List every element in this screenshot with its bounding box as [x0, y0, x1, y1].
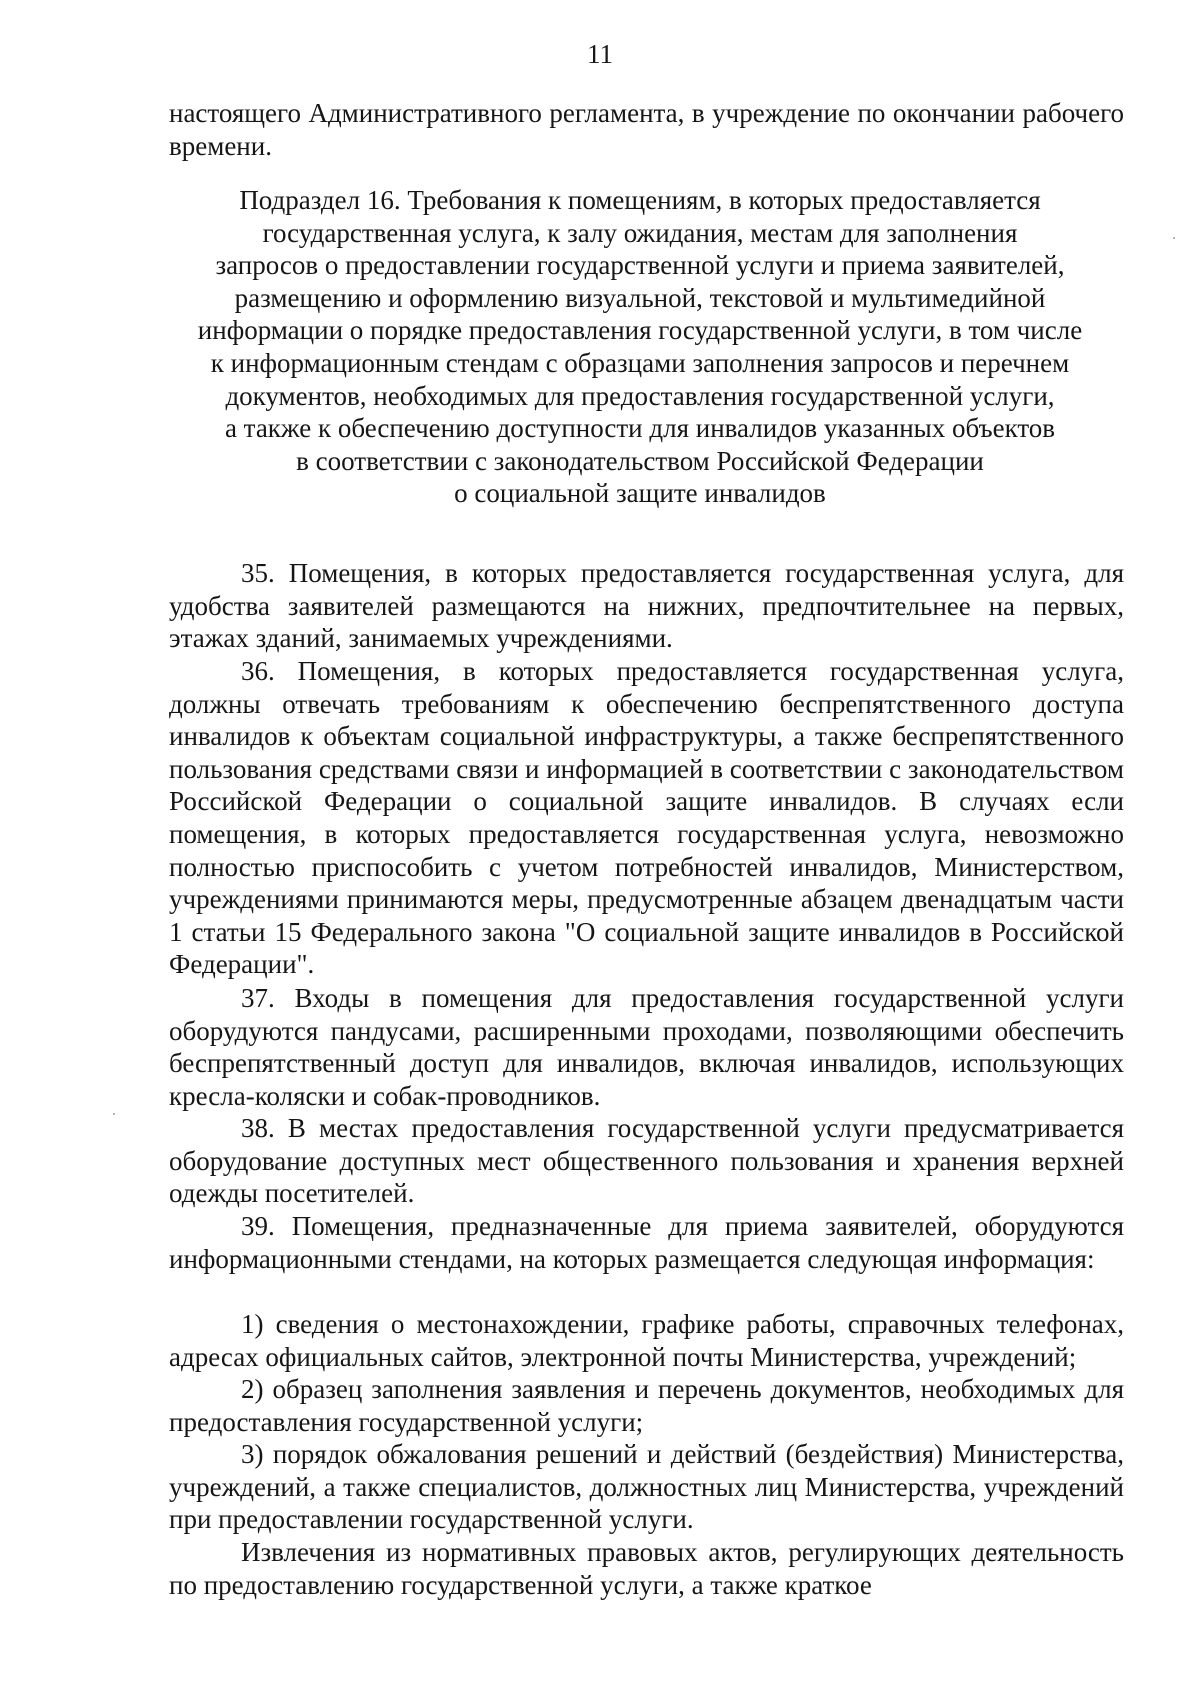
heading-line: запросов о предоставлении государственной услуги и приема заявителей,	[215, 250, 1065, 281]
list-item-3: 3) порядок обжалования решений и действий (бездействия) Министерства, учреждений, а также специалистов, должностных лиц Министерства, учреждений при предоставлении государственной услуги.	[169, 1439, 1124, 1535]
heading-line: о социальной защите инвалидов	[454, 478, 826, 509]
page-number: 11	[587, 39, 613, 69]
list-item-2: 2) образец заполнения заявления и перечень документов, необходимых для предоставления государственной услуги;	[169, 1374, 1124, 1437]
paragraph-39: 39. Помещения, предназначенные для приема заявителей, оборудуются информационными стендами, на которых размещается следующая информация:	[169, 1211, 1124, 1274]
scan-speck	[1173, 237, 1175, 239]
subsection-heading	[160, 184, 1120, 510]
extracts-paragraph: Извлечения из нормативных правовых актов, регулирующих деятельность по предоставлению государственной услуги, а также краткое	[169, 1537, 1124, 1600]
heading-line: информации о порядке предоставления государственной услуги, в том числе	[197, 315, 1083, 346]
paragraph-38: 38. В местах предоставления государственной услуги предусматривается оборудование доступных мест общественного пользования и хранения верхней одежды посетителей.	[169, 1113, 1124, 1209]
heading-line: в соответствии с законодательством Российской Федерации	[296, 445, 984, 476]
heading-line: государственная услуга, к залу ожидания, местам для заполнения	[262, 217, 1018, 248]
list-item-1: 1) сведения о местонахождении, графике работы, справочных телефонах, адресах официальных сайтов, электронной почты Министерства, учреждений;	[169, 1309, 1124, 1372]
paragraph-36: 36. Помещения, в которых предоставляется государственная услуга, должны отвечать требованиям к обеспечению беспрепятственного доступа инвалидов к объектам социальной инфраструктуры, а также беспрепятственного пользования средствами связи и информацией в соответствии с законодательством Российской Федерации о социальной защите инвалидов. В случаях если помещения, в которых предоставляется государственная услуга, невозможно полностью приспособить с учетом потребностей инвалидов, Министерством, учреждениями принимаются меры, предусмотренные абзацем двенадцатым части 1 статьи 15 Федерального закона "О социальной защите инвалидов в Российской Федерации".	[169, 656, 1124, 980]
heading-line: документов, необходимых для предоставления государственной услуги,	[225, 380, 1055, 411]
heading-line: а также к обеспечению доступности для инвалидов указанных объектов	[224, 413, 1056, 444]
heading-line: размещению и оформлению визуальной, текстовой и мультимедийной	[234, 282, 1046, 313]
heading-line: Подраздел 16. Требования к помещениям, в которых предоставляется	[239, 185, 1041, 215]
paragraph-37: 37. Входы в помещения для предоставления государственной услуги оборудуются пандусами, расширенными проходами, позволяющими обеспечить беспрепятственный доступ для инвалидов, включая инвалидов, использующих кресла-коляски и собак-проводников.	[169, 983, 1124, 1111]
paragraph-35: 35. Помещения, в которых предоставляется государственная услуга, для удобства заявителей размещаются на нижних, предпочтительнее на первых, этажах зданий, занимаемых учреждениями.	[169, 558, 1124, 654]
intro-paragraph: настоящего Административного регламента, в учреждение по окончании рабочего времени.	[169, 98, 1124, 161]
heading-line: к информационным стендам с образцами заполнения запросов и перечнем	[210, 347, 1070, 378]
scan-speck	[113, 1113, 115, 1115]
